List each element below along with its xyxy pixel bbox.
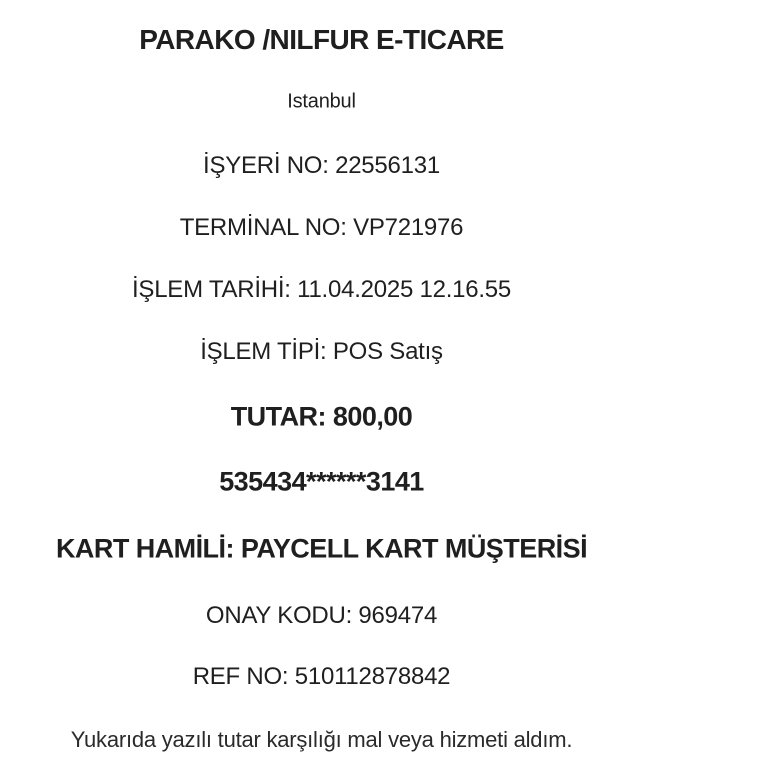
masked-card-number: 535434******3141 <box>219 466 424 497</box>
transaction-type-line: İŞLEM TİPİ: POS Satış <box>200 338 443 365</box>
merchant-name: PARAKO /NILFUR E-TICARE <box>139 24 504 55</box>
merchant-number-line: İŞYERİ NO: 22556131 <box>203 152 440 179</box>
acknowledgement-note: Yukarıda yazılı tutar karşılığı mal veya hizmeti aldım. <box>70 727 573 752</box>
approval-code-line: ONAY KODU: 969474 <box>205 602 438 629</box>
amount-line: TUTAR: 800,00 <box>230 401 413 432</box>
transaction-date-line: İŞLEM TARİHİ: 11.04.2025 12.16.55 <box>132 276 511 303</box>
merchant-city: Istanbul <box>287 90 356 113</box>
terminal-number-line: TERMİNAL NO: VP721976 <box>179 214 464 241</box>
reference-number-line: REF NO: 510112878842 <box>192 663 451 690</box>
card-holder-line: KART HAMİLİ: PAYCELL KART MÜŞTERİSİ <box>55 533 588 564</box>
